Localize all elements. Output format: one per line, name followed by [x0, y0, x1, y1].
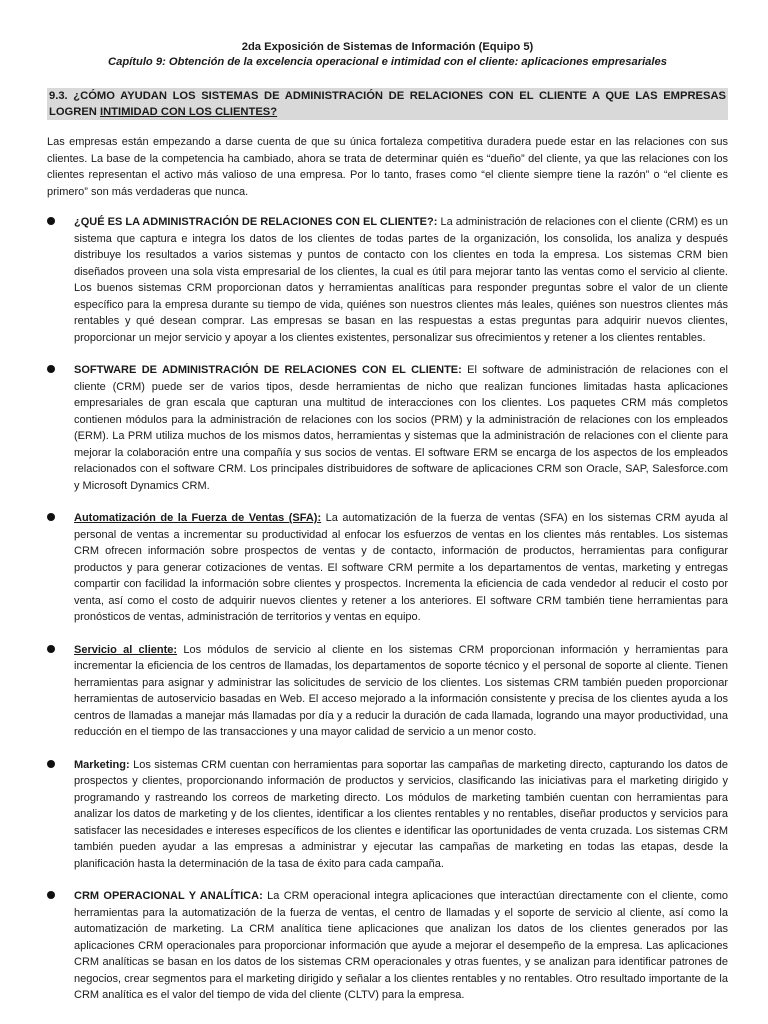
bullet-item-sfa: [47, 510, 728, 626]
bullet-item-what-is-crm: [47, 214, 728, 346]
intro-paragraph: Las empresas están empezando a darse cuenta de que su única fortaleza competitiva duradera puede estar en las relaciones con sus clientes. La base de la competencia ha cambiado, ahora se trata de determinar quién es “dueño” del cliente, ya que las relaciones con los clientes representan el activo más valioso de una empresa. Por lo tanto, frases como “el cliente siempre tiene la razón” o “el cliente es primero” son más verdaderas que nunca.: [47, 136, 728, 198]
bullet-dot-icon: [47, 365, 55, 373]
bullet-text: La administración de relaciones con el cliente (CRM) es un sistema que captura e integra los datos de los clientes de todas partes de la organización, los consolida, los analiza y después distribuye los resultados a varios sistemas y puntos de contacto con los clientes en toda la empresa. Los sistemas CRM bien diseñados proveen una sola vista empresarial de los clientes, la cual es útil para mejorar tanto las ventas como el servicio al cliente. Los buenos sistemas CRM proporcionan datos y herramientas analíticas para responder preguntas sobre el valor de un cliente específico para la empresa durante su tiempo de vida, quiénes son nuestros clientes más leales, quiénes son nuestros clientes más rentables y qué desean comprar. Las empresas se basan en las respuestas a estas preguntas para adquirir nuevos clientes, proporcionar un mejor servicio y apoyar a los clientes existentes, personalizar sus ofrecimientos y retener a los clientes rentables.: [74, 216, 728, 344]
bullet-dot-icon: [47, 891, 55, 899]
bullet-text: La automatización de la fuerza de ventas (SFA) en los sistemas CRM ayuda al personal de ventas a incrementar su productividad al enfocar los esfuerzos de ventas en los clientes más rentables. Los sistemas CRM ofrecen información sobre prospectos de ventas y de contacto, información de productos, herramientas para configurar productos y para generar cotizaciones de ventas. El software CRM permite a los departamentos de ventas, marketing y entregas compartir con facilidad la información sobre clientes y prospectos. Incrementa la eficiencia de cada vendedor al reducir el costo por venta, así como el costo de adquirir nuevos clientes y retener a los anteriores. El software CRM también tiene herramientas para pronósticos de ventas, administración de territorios y ventas en equipo.: [74, 512, 728, 623]
header-subtitle: Capítulo 9: Obtención de la excelencia operacional e intimidad con el cliente: aplicaciones empresariales: [108, 56, 667, 68]
bullet-term: Automatización de la Fuerza de Ventas (SFA):: [74, 512, 322, 524]
bullet-text: La CRM operacional integra aplicaciones que interactúan directamente con el cliente, como herramientas para la automatización de la fuerza de ventas, el centro de llamadas y el soporte de servicio al cliente, así como la automatización de marketing. La CRM analítica tiene aplicaciones que analizan los datos de los clientes generados por las aplicaciones CRM operacionales para proporcionar información que ayude a mejorar el desempeño de la empresa. Las aplicaciones CRM analíticas se basan en los datos de los sistemas CRM operacionales y otras fuentes, y se analizan para identificar patrones de negocios, crear segmentos para el marketing dirigido y señalar a los clientes rentables y no rentables. Otro resultado importante de la CRM analítica es el valor del tiempo de vida del cliente (CLTV) para la empresa.: [74, 890, 729, 1001]
section-heading-part1: 9.3. ¿CÓMO AYUDAN LOS SISTEMAS DE ADMINISTRACIÓN DE RELACIONES CON EL CLIENTE A QUE LAS EMPRESAS LOGREN: [49, 90, 726, 118]
bullet-text: Los sistemas CRM cuentan con herramientas para soportar las campañas de marketing directo, capturando los datos de prospectos y clientes, proporcionando información de productos y servicios, clasificando las iniciativas para el marketing dirigido y programando y rastreando los correos de marketing directo. Los módulos de marketing también cuentan con herramientas para analizar los datos de marketing y de los clientes, identificar a los clientes rentables y no rentables, diseñar productos y servicios para satisfacer las necesidades e intereses específicos de los clientes e identificar las oportunidades de venta cruzada. Los sistemas CRM también pueden ayudar a las empresas a administrar y ejecutar las campañas de marketing en todas las etapas, desde la planificación hasta la determinación de la tasa de éxito para cada campaña.: [74, 758, 728, 870]
bullet-list: [47, 214, 728, 1004]
bullet-dot-icon: [47, 645, 55, 653]
bullet-item-marketing: [47, 757, 728, 873]
bullet-text: El software de administración de relaciones con el cliente (CRM) puede ser de varios tipos, desde herramientas de nicho que realizan funciones limitadas hasta aplicaciones empresariales de gran escala que capturan una multitud de interacciones con los clientes. Los paquetes CRM más completos contienen módulos para la administración de relaciones con los socios (PRM) y la administración de relaciones con los empleados (ERM). La PRM utiliza muchos de los mismos datos, herramientas y sistemas que la administración de relaciones con el cliente para mejorar la colaboración entre una compañía y sus socios de ventas. El software ERM se encarga de los aspectos de los empleados relacionados con el software CRM. Los principales distribuidores de software de aplicaciones CRM son Oracle, SAP, Salesforce.com y Microsoft Dynamics CRM.: [74, 364, 728, 492]
bullet-dot-icon: [47, 217, 55, 225]
bullet-term: Servicio al cliente:: [74, 643, 178, 656]
section-heading-part2: INTIMIDAD CON LOS CLIENTES?: [99, 106, 278, 118]
bullet-text: Los módulos de servicio al cliente en los sistemas CRM proporcionan información y herramientas para incrementar la eficiencia de los centros de llamadas, los departamentos de soporte técnico y el personal de soporte al cliente. Tienen herramientas para asignar y administrar las solicitudes de servicio de los clientes. Los sistemas CRM también pueden proporcionar herramientas de autoservicio basadas en Web. El acceso mejorado a la información consistente y precisa de los clientes ayuda a los centros de llamadas a manejar más llamadas por día y a reducir la duración de cada llamada, logrando una mayor productividad, una reducción en el tiempo de las transacciones y una mayor calidad de servicio a un menor costo.: [74, 643, 729, 738]
bullet-item-customer-service: [47, 642, 728, 741]
header-title: 2da Exposición de Sistemas de Información (Equipo 5): [241, 41, 534, 53]
section-heading: [47, 88, 728, 120]
bullet-term: CRM OPERACIONAL Y ANALÍTICA:: [74, 890, 263, 902]
document-header: [47, 40, 728, 70]
bullet-term: ¿QUÉ ES LA ADMINISTRACIÓN DE RELACIONES CON EL CLIENTE?:: [74, 216, 438, 228]
bullet-term: Marketing:: [74, 758, 130, 771]
bullet-item-operational-analytical-crm: [47, 888, 728, 1004]
bullet-item-crm-software: [47, 362, 728, 494]
bullet-term: SOFTWARE DE ADMINISTRACIÓN DE RELACIONES CON EL CLIENTE:: [74, 364, 462, 376]
bullet-dot-icon: [47, 760, 55, 768]
bullet-dot-icon: [47, 513, 55, 521]
